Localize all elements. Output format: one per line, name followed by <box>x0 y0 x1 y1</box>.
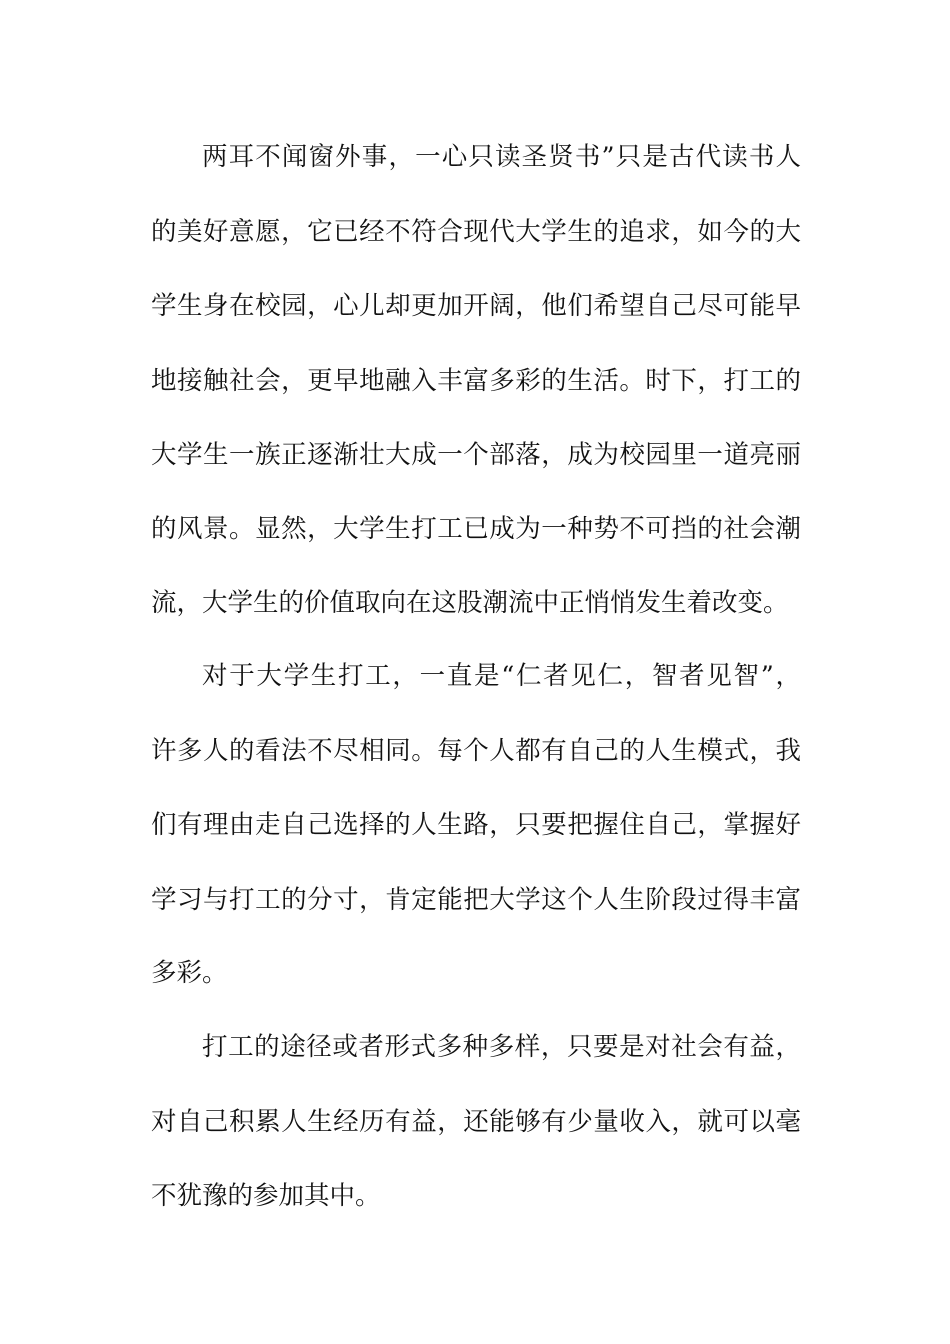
paragraph-2-line-3: 们有理由走自己选择的人生路，只要把握住自己，掌握好 <box>151 810 801 840</box>
paragraph-2-line-5: 多彩。 <box>151 958 228 988</box>
paragraph-3-line-1: 打工的途径或者形式多种多样，只要是对社会有益， <box>202 1032 801 1062</box>
paragraph-3-line-3: 不犹豫的参加其中。 <box>151 1181 381 1211</box>
paragraph-1-line-2: 的美好意愿，它已经不符合现代大学生的追求，如今的大 <box>151 217 801 247</box>
paragraph-1-line-3: 学生身在校园，心儿却更加开阔，他们希望自己尽可能早 <box>151 291 801 321</box>
paragraph-2-line-4: 学习与打工的分寸，肯定能把大学这个人生阶段过得丰富 <box>151 885 801 915</box>
paragraph-1-line-5: 大学生一族正逐渐壮大成一个部落，成为校园里一道亮丽 <box>151 440 801 470</box>
paragraph-2-line-1: 对于大学生打工，一直是“仁者见仁，智者见智”， <box>202 661 801 691</box>
paragraph-1-line-1: 两耳不闻窗外事，一心只读圣贤书”只是古代读书人 <box>202 142 801 172</box>
paragraph-3-line-2: 对自己积累人生经历有益，还能够有少量收入，就可以毫 <box>151 1107 801 1137</box>
paragraph-1-line-4: 地接触社会，更早地融入丰富多彩的生活。时下，打工的 <box>151 366 801 396</box>
paragraph-1-line-6: 的风景。显然，大学生打工已成为一种势不可挡的社会潮 <box>151 514 801 544</box>
paragraph-2-line-2: 许多人的看法不尽相同。每个人都有自己的人生模式，我 <box>151 736 801 766</box>
paragraph-1-line-7: 流，大学生的价值取向在这股潮流中正悄悄发生着改变。 <box>151 588 789 618</box>
